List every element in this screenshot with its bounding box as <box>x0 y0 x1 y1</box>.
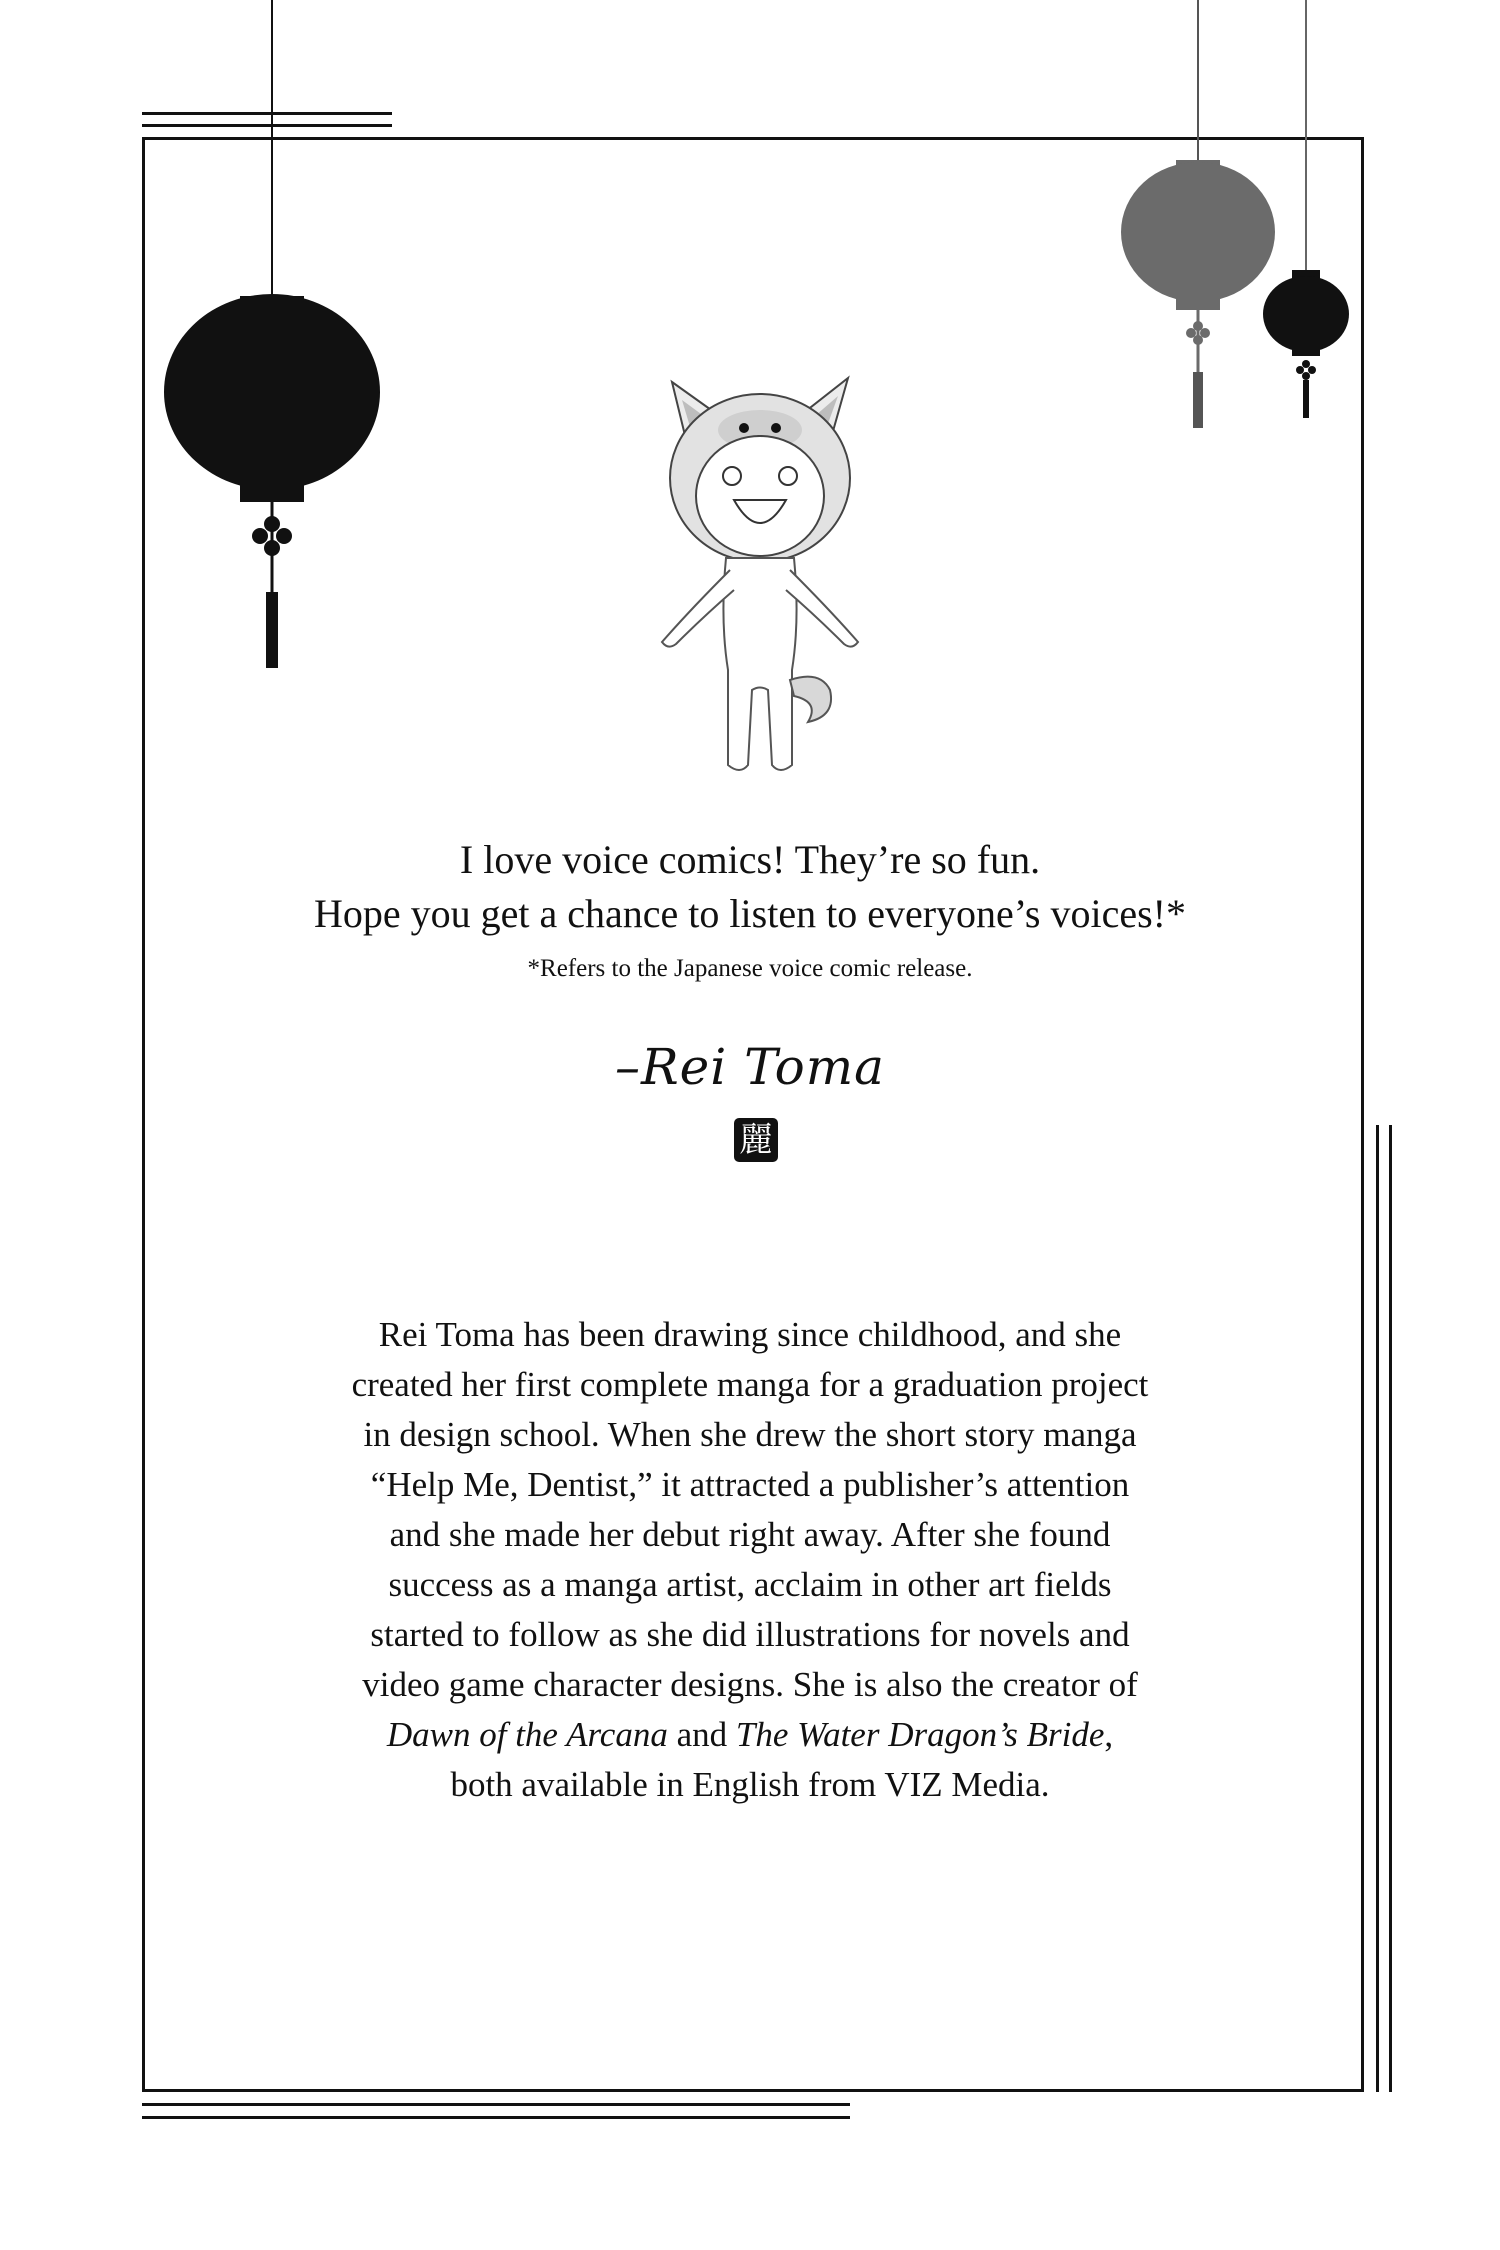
lantern-left-icon <box>150 0 390 680</box>
bio-line: started to follow as she did illustrations for novels and <box>370 1615 1130 1654</box>
quote-line-2: Hope you get a chance to listen to everyone’s voices!* <box>314 891 1186 936</box>
right-rule <box>1376 1125 1379 2092</box>
right-rule <box>1389 1125 1392 2092</box>
book-title: Dawn of the Arcana <box>386 1715 668 1754</box>
seal-stamp: 麗 <box>734 1118 778 1162</box>
footnote: *Refers to the Japanese voice comic release. <box>527 955 973 982</box>
bio-line: “Help Me, Dentist,” it attracted a publisher’s attention <box>370 1465 1130 1504</box>
bottom-rule <box>142 2116 850 2119</box>
bio-line: Dawn of the Arcana and The Water Dragon’s Bride, <box>386 1715 1114 1754</box>
bio-line: video game character designs. She is also the creator of <box>362 1665 1138 1704</box>
author-bio <box>300 1310 1200 1810</box>
bio-line: success as a manga artist, acclaim in other art fields <box>388 1565 1112 1604</box>
book-title: The Water Dragon’s Bride <box>735 1715 1105 1754</box>
bio-line: created her first complete manga for a graduation project <box>351 1365 1149 1404</box>
bio-line: both available in English from VIZ Media. <box>450 1765 1050 1804</box>
quote-line-1: I love voice comics! They’re so fun. <box>459 837 1041 882</box>
author-mascot-illustration <box>650 370 870 790</box>
bio-line: Rei Toma has been drawing since childhood, and she <box>378 1315 1122 1354</box>
bottom-rule <box>142 2103 850 2106</box>
bio-line: and she made her debut right away. After she found <box>389 1515 1111 1554</box>
signature: –Rei Toma <box>615 1038 885 1096</box>
bio-line: in design school. When she drew the short story manga <box>363 1415 1137 1454</box>
lantern-right-small-icon <box>1250 0 1360 430</box>
